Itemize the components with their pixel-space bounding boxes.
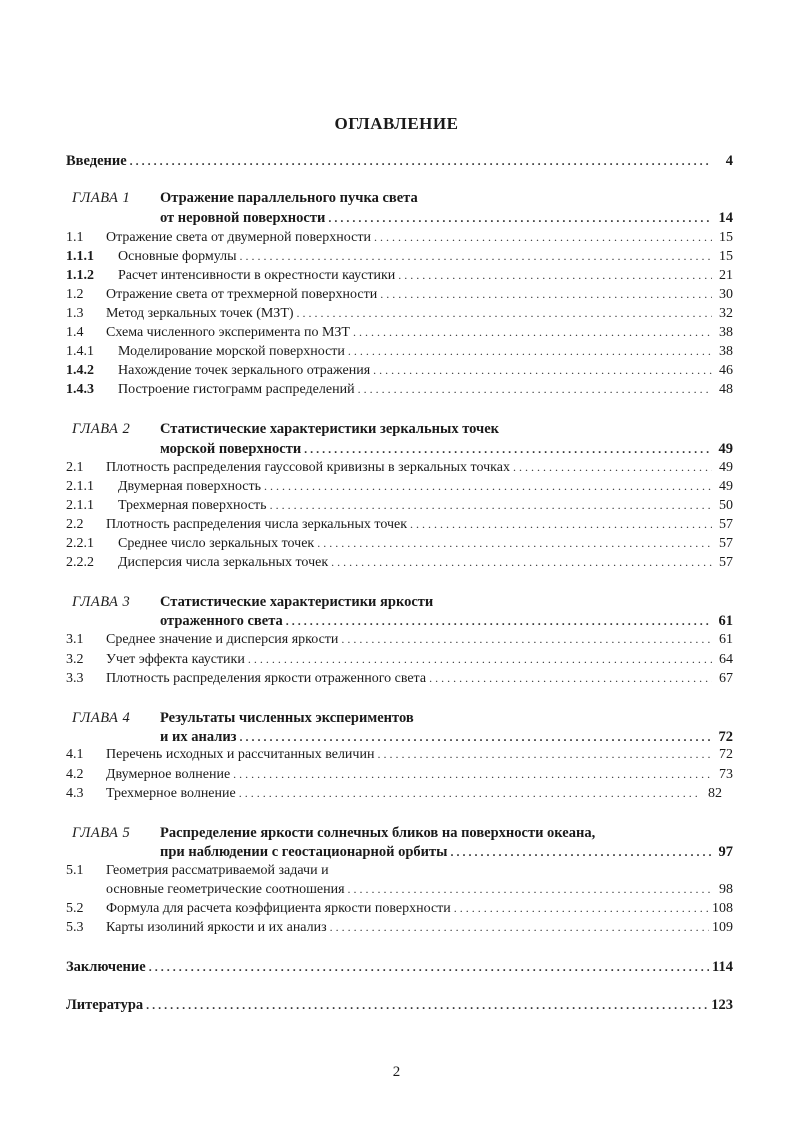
toc-entry[interactable] [66,498,733,517]
leader-dots [353,325,712,340]
toc-entry-label: Перечень исходных и рассчитанных величин [106,747,375,762]
toc-entry-label: Плотность распределения яркости отраженного света [106,671,427,686]
toc-entry-page: 46 [719,363,733,378]
leader-dots [380,287,712,302]
chapter-title: Статистические характеристики зеркальных точек [160,421,500,437]
toc-entry-label: Учет эффекта каустики [106,652,245,667]
toc-entry[interactable] [66,920,733,939]
toc-entry-label: Геометрия рассматриваемой задачи и [106,863,329,878]
toc-entry-page: 30 [719,287,733,302]
chapter-heading-5[interactable] [72,825,595,842]
chapter-title: Статистические характеристики яркости [160,594,434,610]
leader-dots [358,382,712,397]
toc-entry[interactable] [66,555,733,574]
toc-entry-page: 15 [719,230,733,245]
section-number: 4.1 [66,747,84,762]
toc-entry-page: 114 [712,959,733,975]
toc-entry[interactable] [66,901,733,920]
leader-dots [374,230,712,245]
toc-entry[interactable] [66,786,722,805]
chapter-label: ГЛАВА 4 [72,710,131,726]
toc-entry[interactable] [66,460,733,479]
leader-dots [330,920,709,935]
toc-entry[interactable] [66,306,733,325]
page-title: ОГЛАВЛЕНИЕ [334,114,459,133]
toc-entry-label: Нахождение точек зеркального отражения [118,363,371,378]
leader-dots [130,154,712,169]
chapter-label: ГЛАВА 5 [72,825,131,841]
page-number: 2 [392,1064,401,1080]
toc-entry-label: Двумерное волнение [106,767,231,782]
toc-entry-conclusion[interactable] [66,959,733,978]
toc-entry-page: 49 [719,479,733,494]
toc-entry[interactable] [66,268,733,287]
toc-entry-label: Введение [66,153,127,169]
chapter-heading-4[interactable] [72,710,414,727]
chapter-heading-2[interactable] [72,421,499,438]
chapter-heading-4-line2[interactable] [160,729,733,748]
section-number: 1.4.2 [66,363,94,378]
section-number: 5.3 [66,920,84,935]
toc-entry[interactable] [66,863,733,882]
leader-dots [331,555,712,570]
toc-entry-label: Двумерная поверхность [118,479,262,494]
toc-entry[interactable] [66,344,733,363]
toc-entry-label: основные геометрические соотношения [106,882,345,897]
section-number: 1.4.3 [66,382,94,397]
toc-entry-page: 123 [711,997,733,1013]
leader-dots [240,730,712,745]
leader-dots [233,767,712,782]
section-number: 1.1 [66,230,84,245]
toc-entry-label: Отражение света от трехмерной поверхности [106,287,378,302]
leader-dots [341,632,712,647]
leader-dots [270,498,712,513]
toc-entry-label: Карты изолиний яркости и их анализ [106,920,327,935]
section-number: 4.3 [66,786,84,801]
chapter-title: Отражение параллельного пучка света [160,190,418,206]
toc-entry-page: 49 [719,460,733,475]
leader-dots [373,363,712,378]
leader-dots [248,652,712,667]
toc-entry[interactable] [66,517,733,536]
toc-entry-label: Трехмерное волнение [106,786,236,801]
chapter-title: Результаты численных экспериментов [160,710,414,726]
leader-dots [239,786,701,801]
toc-entry-label: Моделирование морской поверхности [118,344,345,359]
toc-entry-label: Отражение света от двумерной поверхности [106,230,371,245]
toc-entry-page: 67 [719,671,733,686]
toc-entry-page: 82 [708,786,722,801]
leader-dots [429,671,712,686]
toc-entry-label: Схема численного эксперимента по МЗТ [106,325,350,340]
toc-entry[interactable] [66,325,733,344]
chapter-label: ГЛАВА 2 [72,421,131,437]
section-number: 4.2 [66,767,84,782]
toc-entry-page: 73 [719,767,733,782]
leader-dots [264,479,712,494]
toc-entry-page: 61 [719,632,733,647]
chapter-title: Распределение яркости солнечных бликов на поверхности океана, [160,825,596,841]
toc-entry-cont[interactable] [66,882,733,901]
toc-entry[interactable] [66,536,733,555]
section-number: 1.1.2 [66,268,94,283]
toc-entry-literature[interactable] [66,997,733,1016]
section-number: 1.4 [66,325,84,340]
chapter-title-cont: и их анализ [160,729,237,745]
leader-dots [240,249,712,264]
toc-entry[interactable] [66,767,733,786]
toc-entry[interactable] [66,230,733,249]
toc-entry-page: 109 [712,920,733,935]
leader-dots [286,614,712,629]
toc-entry-label: Плотность распределения числа зеркальных точек [106,517,408,532]
toc-entry[interactable] [66,747,733,766]
leader-dots [454,901,709,916]
leader-dots [304,442,712,457]
chapter-page: 97 [718,844,733,860]
toc-entry-label: Плотность распределения гауссовой кривизны в зеркальных точках [106,460,510,475]
section-number: 2.1.1 [66,498,94,513]
chapter-heading-1-line2[interactable] [160,210,733,229]
section-number: 2.2.1 [66,536,94,551]
chapter-page: 14 [718,210,733,226]
toc-entry[interactable] [66,671,733,690]
chapter-title-cont: от неровной поверхности [160,210,326,226]
toc-entry-page: 108 [712,901,733,916]
toc-entry-page: 15 [719,249,733,264]
leader-dots [398,268,712,283]
toc-entry-page: 64 [719,652,733,667]
toc-entry-intro[interactable] [66,153,733,172]
toc-entry-page: 32 [719,306,733,321]
section-number: 2.1.1 [66,479,94,494]
leader-dots [297,306,712,321]
chapter-title-cont: отраженного света [160,613,283,629]
leader-dots [450,845,712,860]
chapter-heading-3[interactable] [72,594,433,611]
section-number: 3.1 [66,632,84,647]
toc-entry[interactable] [66,632,733,651]
section-number: 2.2 [66,517,84,532]
section-number: 5.2 [66,901,84,916]
toc-entry-page: 98 [719,882,733,897]
toc-entry-page: 48 [719,382,733,397]
toc-entry[interactable] [66,249,733,268]
toc-entry-label: Литература [66,997,144,1013]
toc-entry[interactable] [66,652,733,671]
toc-entry[interactable] [66,382,733,401]
toc-entry[interactable] [66,287,733,306]
leader-dots [317,536,712,551]
chapter-label: ГЛАВА 1 [72,190,131,206]
toc-entry[interactable] [66,363,733,382]
toc-entry[interactable] [66,479,733,498]
toc-entry-page: 50 [719,498,733,513]
toc-entry-label: Основные формулы [118,249,237,264]
chapter-title-cont: морской поверхности [160,441,302,457]
section-number: 2.2.2 [66,555,94,570]
leader-dots [410,517,712,532]
chapter-page: 72 [718,729,733,745]
section-number: 1.4.1 [66,344,94,359]
toc-entry-label: Трехмерная поверхность [118,498,267,513]
toc-entry-page: 57 [719,555,733,570]
chapter-heading-3-line2[interactable] [160,613,733,632]
toc-entry-page: 57 [719,536,733,551]
leader-dots [348,882,712,897]
section-number: 3.2 [66,652,84,667]
leader-dots [513,460,712,475]
leader-dots [377,747,712,762]
toc-entry-label: Среднее значение и дисперсия яркости [106,632,339,647]
leader-dots [146,998,708,1013]
section-number: 2.1 [66,460,84,475]
section-number: 1.3 [66,306,84,321]
toc-entry-label: Расчет интенсивности в окрестности каустики [118,268,396,283]
leader-dots [149,960,709,975]
chapter-page: 61 [718,613,733,629]
section-number: 1.1.1 [66,249,94,264]
chapter-label: ГЛАВА 3 [72,594,131,610]
leader-dots [348,344,712,359]
toc-entry-label: Дисперсия числа зеркальных точек [118,555,329,570]
toc-entry-page: 38 [719,325,733,340]
section-number: 5.1 [66,863,84,878]
toc-entry-page: 72 [719,747,733,762]
section-number: 1.2 [66,287,84,302]
toc-entry-label: Формула для расчета коэффициента яркости поверхности [106,901,451,916]
leader-dots [328,211,712,226]
toc-entry-label: Среднее число зеркальных точек [118,536,315,551]
toc-entry-label: Метод зеркальных точек (МЗТ) [106,306,294,321]
toc-entry-page: 4 [725,153,733,169]
chapter-title-cont: при наблюдении с геостационарной орбиты [160,844,448,860]
toc-entry-label: Заключение [66,959,146,975]
toc-entry-page: 21 [719,268,733,283]
section-number: 3.3 [66,671,84,686]
chapter-heading-1[interactable] [72,190,418,207]
toc-entry-page: 38 [719,344,733,359]
chapter-page: 49 [718,441,733,457]
chapter-heading-5-line2[interactable] [160,844,733,863]
toc-entry-label: Построение гистограмм распределений [118,382,355,397]
toc-entry-page: 57 [719,517,733,532]
chapter-heading-2-line2[interactable] [160,441,733,460]
